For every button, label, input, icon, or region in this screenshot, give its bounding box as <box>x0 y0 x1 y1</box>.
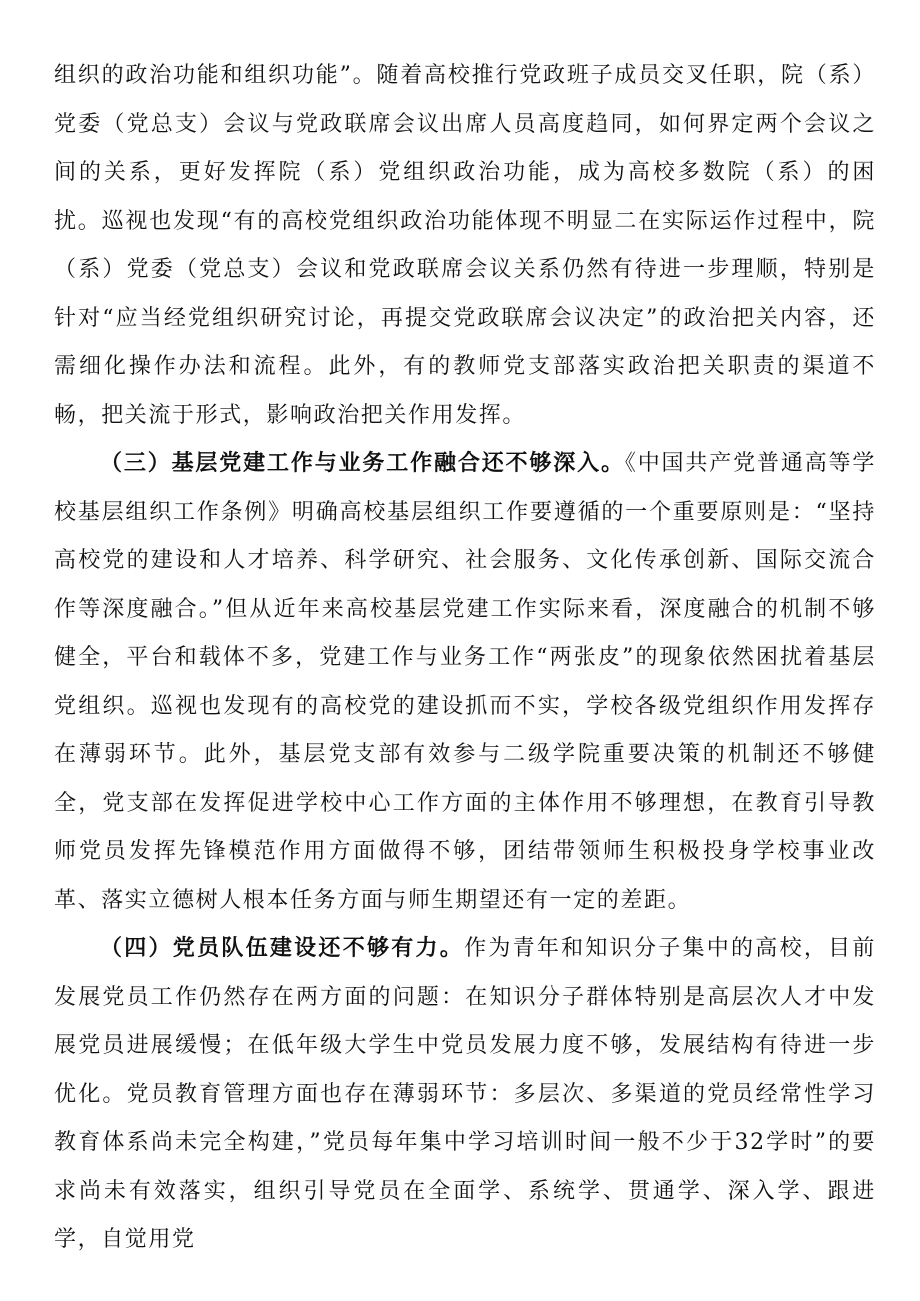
paragraph-section-3 <box>54 440 876 925</box>
paragraph-body: 作为青年和知识分子集中的高校，目前发展党员工作仍然存在两方面的问题：在知识分子群体特别是高层次人才中发展党员进展缓慢；在低年级大学生中党员发展力度不够，发展结构有待进一步优化。党员教育管理方面也存在薄弱环节：多层次、多渠道的党员经常性学习教育体系尚未完全构建，”党员每年集中学习培训时间一般不少于32学时”的要求尚未有效落实，组织引导党员在全面学、系统学、贯通学、深入学、跟进学，自觉用党 <box>54 936 876 1252</box>
document-page <box>54 52 876 1265</box>
paragraph-section-4 <box>54 925 876 1265</box>
paragraph-continuation <box>54 52 876 440</box>
section-heading-4: （四）党员队伍建设还不够有力。 <box>100 936 465 961</box>
paragraph-body: 组织的政治功能和组织功能”。随着高校推行党政班子成员交叉任职，院（系）党委（党总支）会议与党政联席会议出席人员高度趋同，如何界定两个会议之间的关系，更好发挥院（系）党组织政治功能，成为高校多数院（系）的困扰。巡视也发现“有的高校党组织政治功能体现不明显二在实际运作过程中，院（系）党委（党总支）会议和党政联席会议关系仍然有待进一步理顺，特别是针对“应当经党组织研究讨论，再提交党政联席会议决定”的政治把关内容，还需细化操作办法和流程。此外，有的教师党支部落实政治把关职责的渠道不畅，把关流于形式，影响政治把关作用发挥。 <box>54 63 876 428</box>
paragraph-body: 《中国共产党普通高等学校基层组织工作条例》明确高校基层组织工作要遵循的一个重要原则是：“坚持高校党的建设和人才培养、科学研究、社会服务、文化传承创新、国际交流合作等深度融合。”但从近年来高校基层党建工作实际来看，深度融合的机制不够健全，平台和载体不多，党建工作与业务工作“两张皮”的现象依然困扰着基层党组织。巡视也发现有的高校党的建设抓而不实，学校各级党组织作用发挥存在薄弱环节。此外，基层党支部有效参与二级学院重要决策的机制还不够健全，党支部在发挥促进学校中心工作方面的主体作用不够理想，在教育引导教师党员发挥先锋模范作用方面做得不够，团结带领师生积极投身学校事业改革、落实立德树人根本任务方面与师生期望还有一定的差距。 <box>54 451 877 913</box>
section-heading-3: （三）基层党建工作与业务工作融合还不够深入。 <box>100 451 625 476</box>
